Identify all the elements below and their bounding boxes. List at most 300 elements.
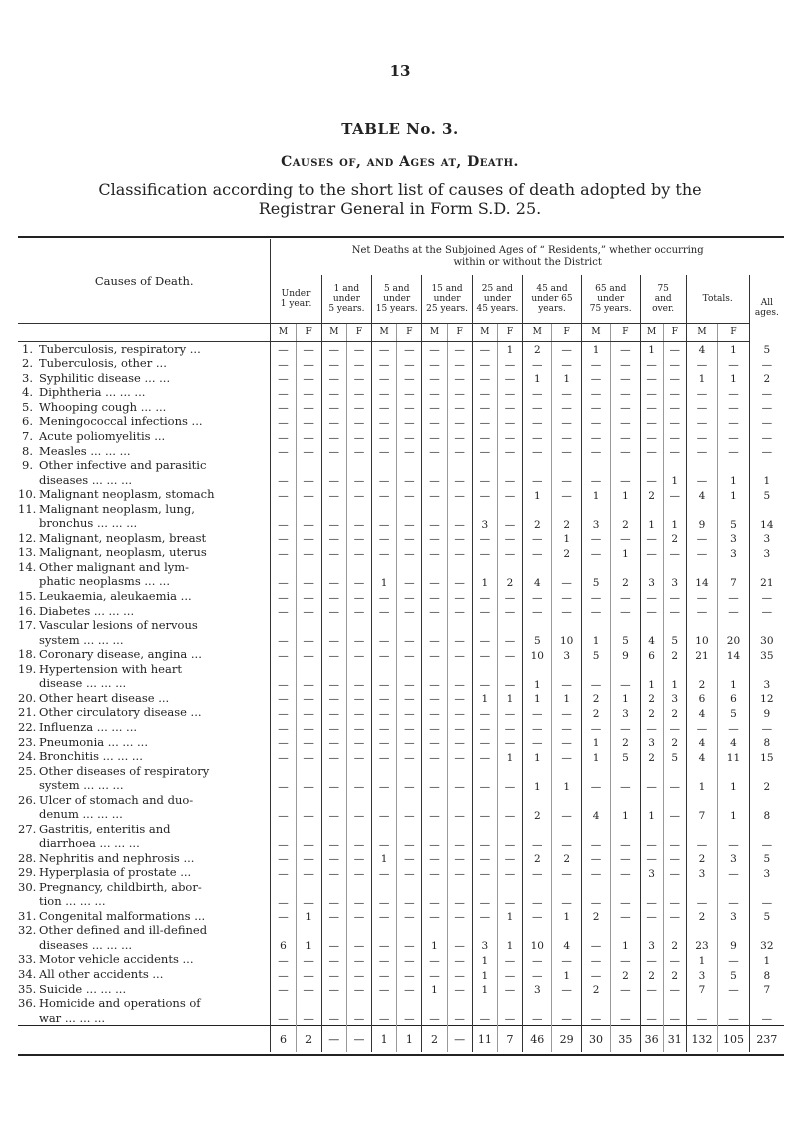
age-group-line: under 65: [531, 293, 573, 304]
all-ages-value: 8: [749, 793, 784, 822]
cause-label: [39, 356, 271, 371]
all-ages-value: 2: [749, 371, 784, 386]
male-count: —: [372, 429, 397, 444]
male-count: 1: [422, 982, 447, 997]
male-count: —: [372, 458, 397, 487]
all-ages-value: —: [749, 429, 784, 444]
cause-label-line: Other defined and ill-defined: [38, 923, 208, 938]
row-number: 8.: [22, 443, 33, 458]
female-count: —: [296, 764, 321, 793]
female-count: —: [447, 952, 472, 967]
female-count: —: [397, 822, 422, 851]
female-count: 1: [611, 923, 640, 952]
female-count: 2: [552, 545, 581, 560]
classification-line-1: Classification according to the short list of causes of death adopted by the: [98, 180, 702, 199]
cause-label-line: Diabetes ... ... ...: [38, 603, 135, 618]
cause-label-line: Gastritis, enteritis and: [38, 821, 171, 836]
female-count: —: [497, 851, 522, 866]
male-count: —: [640, 356, 663, 371]
male-count: —: [321, 909, 346, 924]
table-title: TABLE No. 3.: [341, 120, 459, 138]
female-column-header: F: [397, 323, 422, 341]
male-count: 1: [581, 487, 610, 502]
cause-label: [39, 851, 271, 866]
male-count: —: [271, 560, 296, 589]
all-ages-value: —: [749, 589, 784, 604]
cause-label-line: Other circulatory disease ...: [38, 705, 202, 720]
female-count: —: [447, 647, 472, 662]
female-count: —: [397, 589, 422, 604]
male-count: —: [422, 909, 447, 924]
female-count: —: [296, 618, 321, 647]
all-ages-value: 15: [749, 749, 784, 764]
female-count: 9: [718, 923, 749, 952]
male-count: 10: [523, 647, 552, 662]
cause-label-line: Other diseases of respiratory: [38, 763, 210, 778]
age-group-line: 75: [657, 283, 669, 294]
all-ages-value: 14: [749, 502, 784, 531]
female-column-header: F: [296, 323, 321, 341]
row-number: 22.: [18, 719, 37, 734]
female-count: 14: [718, 647, 749, 662]
cause-label: [39, 822, 271, 851]
male-count: —: [372, 341, 397, 356]
male-count: —: [422, 952, 447, 967]
female-count: 1: [663, 502, 686, 531]
table-row: [18, 982, 784, 997]
cause-label-line: Malignant, neoplasm, breast: [38, 530, 207, 545]
female-count: —: [346, 385, 371, 400]
female-count: —: [447, 749, 472, 764]
cause-label-line: Hypertension with heart: [38, 661, 182, 676]
male-count: 1: [372, 851, 397, 866]
female-count: —: [397, 996, 422, 1026]
male-count: —: [422, 691, 447, 706]
cause-label-line: Motor vehicle accidents ...: [38, 952, 194, 967]
female-count: —: [497, 429, 522, 444]
row-number: 25.: [18, 763, 37, 778]
male-count: —: [321, 604, 346, 619]
male-count: —: [472, 385, 497, 400]
female-count: —: [611, 589, 640, 604]
male-count: —: [321, 982, 346, 997]
female-count: —: [447, 764, 472, 793]
female-count: —: [497, 967, 522, 982]
female-count: —: [397, 545, 422, 560]
male-count: 1: [372, 560, 397, 589]
male-count: —: [271, 909, 296, 924]
male-count: 5: [581, 560, 610, 589]
male-count: —: [640, 458, 663, 487]
male-count: —: [472, 822, 497, 851]
female-count: —: [611, 400, 640, 415]
cause-label: [39, 909, 271, 924]
female-count: —: [346, 647, 371, 662]
age-group-line: under: [597, 293, 625, 304]
male-count: —: [372, 793, 397, 822]
female-count: —: [497, 458, 522, 487]
female-count: 2: [611, 502, 640, 531]
female-count: —: [611, 822, 640, 851]
female-count: —: [447, 1026, 472, 1053]
male-count: —: [472, 880, 497, 909]
female-count: —: [397, 662, 422, 691]
cause-label: [39, 560, 271, 589]
female-column-header: F: [497, 323, 522, 341]
female-count: —: [497, 371, 522, 386]
male-count: —: [523, 414, 552, 429]
female-count: —: [346, 618, 371, 647]
female-count: —: [663, 385, 686, 400]
cause-label-line: Influenza ... ... ...: [38, 719, 138, 734]
male-count: —: [640, 429, 663, 444]
male-count: —: [581, 720, 610, 735]
female-count: —: [552, 952, 581, 967]
cause-label-line: Homicide and operations of: [38, 996, 201, 1011]
female-column-header: F: [663, 323, 686, 341]
female-count: —: [497, 720, 522, 735]
male-count: —: [321, 793, 346, 822]
table-row: [18, 429, 784, 444]
age-group-line: 75 years.: [589, 303, 632, 314]
male-count: —: [523, 880, 552, 909]
cause-label-line: phatic neoplasms ... ...: [38, 574, 170, 589]
age-group-line: 45 years.: [476, 303, 519, 314]
male-count: 2: [523, 502, 552, 531]
cause-label: [39, 545, 271, 560]
male-count: —: [686, 604, 717, 619]
cause-label: [39, 880, 271, 909]
male-count: —: [523, 444, 552, 459]
male-count: —: [523, 356, 552, 371]
male-count: —: [686, 429, 717, 444]
male-count: 2: [640, 967, 663, 982]
female-count: 3: [718, 909, 749, 924]
female-count: —: [397, 793, 422, 822]
cause-label-line: Acute poliomyelitis ...: [38, 428, 166, 443]
age-group-header: [422, 275, 472, 323]
female-count: —: [611, 458, 640, 487]
male-count: —: [372, 444, 397, 459]
female-count: —: [296, 967, 321, 982]
table-row: [18, 691, 784, 706]
female-count: —: [552, 560, 581, 589]
female-count: 5: [611, 749, 640, 764]
female-count: 1: [663, 458, 686, 487]
female-count: —: [447, 720, 472, 735]
female-count: —: [497, 385, 522, 400]
male-count: 1: [640, 662, 663, 691]
female-count: —: [718, 400, 749, 415]
male-count: —: [523, 589, 552, 604]
male-count: —: [271, 793, 296, 822]
male-count: —: [372, 400, 397, 415]
female-count: —: [497, 618, 522, 647]
table-row: [18, 604, 784, 619]
female-count: —: [663, 720, 686, 735]
all-ages-value: 8: [749, 967, 784, 982]
female-count: —: [397, 371, 422, 386]
female-count: —: [346, 822, 371, 851]
male-count: —: [271, 865, 296, 880]
male-count: 2: [640, 487, 663, 502]
male-count: 2: [686, 662, 717, 691]
age-group-line: Under: [281, 288, 311, 299]
causes-of-death-table: [18, 239, 784, 1052]
male-count: —: [271, 414, 296, 429]
male-count: 1: [472, 691, 497, 706]
female-count: —: [397, 735, 422, 750]
female-count: —: [447, 996, 472, 1026]
male-count: —: [372, 909, 397, 924]
female-count: 2: [663, 647, 686, 662]
male-count: 14: [686, 560, 717, 589]
male-count: —: [372, 996, 397, 1026]
male-count: —: [523, 531, 552, 546]
female-count: —: [497, 356, 522, 371]
female-count: —: [663, 487, 686, 502]
male-count: —: [372, 371, 397, 386]
table-row: [18, 385, 784, 400]
female-count: —: [397, 429, 422, 444]
male-column-header: M: [372, 323, 397, 341]
female-count: —: [552, 996, 581, 1026]
male-count: 3: [472, 502, 497, 531]
all-ages-value: —: [749, 444, 784, 459]
female-count: 1: [611, 545, 640, 560]
female-count: 1: [718, 764, 749, 793]
male-count: 1: [472, 967, 497, 982]
male-count: —: [271, 341, 296, 356]
table-row: [18, 414, 784, 429]
male-count: —: [422, 531, 447, 546]
male-count: —: [321, 822, 346, 851]
female-count: —: [718, 880, 749, 909]
row-number: 29.: [18, 865, 37, 880]
male-count: —: [321, 996, 346, 1026]
female-count: 9: [611, 647, 640, 662]
male-count: —: [271, 429, 296, 444]
female-count: —: [447, 545, 472, 560]
age-group-header: [372, 275, 422, 323]
age-group-line: under: [332, 293, 360, 304]
male-count: 3: [523, 982, 552, 997]
table-row: [18, 967, 784, 982]
male-count: 1: [686, 952, 717, 967]
female-count: 1: [718, 341, 749, 356]
male-count: —: [581, 458, 610, 487]
male-count: —: [523, 865, 552, 880]
female-count: —: [296, 385, 321, 400]
male-count: —: [271, 444, 296, 459]
page-number: 13: [389, 62, 411, 80]
male-count: —: [640, 414, 663, 429]
female-count: —: [552, 982, 581, 997]
female-count: —: [397, 414, 422, 429]
female-count: 10: [552, 618, 581, 647]
female-count: —: [447, 880, 472, 909]
male-count: —: [321, 749, 346, 764]
female-count: 4: [552, 923, 581, 952]
male-count: —: [321, 764, 346, 793]
female-count: —: [663, 356, 686, 371]
male-count: —: [422, 589, 447, 604]
female-count: —: [663, 341, 686, 356]
male-count: —: [472, 720, 497, 735]
female-count: 31: [663, 1026, 686, 1053]
male-count: —: [523, 996, 552, 1026]
female-count: 1: [718, 487, 749, 502]
male-count: —: [271, 720, 296, 735]
male-count: —: [271, 487, 296, 502]
age-group-line: 5 years.: [328, 303, 365, 314]
table-row: [18, 502, 784, 531]
cause-label: [39, 952, 271, 967]
female-count: 3: [718, 545, 749, 560]
female-count: —: [663, 822, 686, 851]
female-count: —: [552, 356, 581, 371]
male-count: —: [422, 705, 447, 720]
male-count: —: [581, 952, 610, 967]
male-count: —: [686, 996, 717, 1026]
male-count: —: [372, 822, 397, 851]
female-count: 3: [663, 560, 686, 589]
cause-label: [39, 429, 271, 444]
row-number: 5.: [22, 399, 33, 414]
age-group-header: [640, 275, 686, 323]
male-count: —: [686, 414, 717, 429]
female-count: —: [447, 982, 472, 997]
cause-label-line: Tuberculosis, respiratory ...: [38, 341, 201, 356]
male-count: 1: [640, 341, 663, 356]
female-count: —: [296, 952, 321, 967]
male-count: —: [321, 952, 346, 967]
female-count: 2: [663, 967, 686, 982]
male-count: —: [372, 531, 397, 546]
male-count: —: [372, 414, 397, 429]
row-number: 6.: [22, 414, 33, 429]
male-count: —: [271, 982, 296, 997]
male-count: —: [686, 545, 717, 560]
female-count: 2: [611, 735, 640, 750]
cause-label: [39, 414, 271, 429]
female-count: —: [718, 385, 749, 400]
male-count: —: [640, 952, 663, 967]
female-count: 29: [552, 1026, 581, 1053]
table-row: [18, 880, 784, 909]
male-count: —: [422, 400, 447, 415]
cause-label: [39, 618, 271, 647]
male-count: —: [271, 822, 296, 851]
table-row: [18, 589, 784, 604]
female-count: —: [397, 444, 422, 459]
male-count: 4: [686, 749, 717, 764]
male-count: —: [640, 909, 663, 924]
female-count: —: [346, 764, 371, 793]
male-count: —: [581, 356, 610, 371]
male-count: —: [686, 385, 717, 400]
male-count: —: [321, 967, 346, 982]
female-count: —: [552, 400, 581, 415]
cause-label-line: Meningococcal infections ...: [38, 414, 203, 429]
female-count: —: [397, 356, 422, 371]
female-count: —: [552, 749, 581, 764]
age-group-header: [472, 275, 522, 323]
female-count: —: [663, 952, 686, 967]
male-count: 6: [271, 923, 296, 952]
age-group-header: [523, 275, 582, 323]
female-count: —: [497, 735, 522, 750]
female-count: —: [346, 851, 371, 866]
female-count: 3: [663, 691, 686, 706]
female-count: —: [397, 923, 422, 952]
male-count: —: [422, 356, 447, 371]
female-count: —: [296, 647, 321, 662]
male-count: —: [321, 851, 346, 866]
cause-label-line: Coronary disease, angina ...: [38, 647, 202, 662]
male-count: 21: [686, 647, 717, 662]
female-count: —: [346, 531, 371, 546]
all-ages-value: 8: [749, 735, 784, 750]
male-count: 2: [581, 982, 610, 997]
male-count: —: [472, 414, 497, 429]
age-group-line: Totals.: [702, 293, 733, 304]
male-count: 1: [581, 341, 610, 356]
female-count: —: [346, 444, 371, 459]
female-count: —: [497, 604, 522, 619]
male-count: —: [271, 545, 296, 560]
male-count: —: [422, 822, 447, 851]
table-row: [18, 923, 784, 952]
male-count: —: [523, 705, 552, 720]
cause-label-line: Other malignant and lym-: [38, 559, 190, 574]
male-count: 3: [581, 502, 610, 531]
male-column-header: M: [581, 323, 610, 341]
female-count: —: [447, 604, 472, 619]
table-subtitle: Causes of, and Ages at, Death.: [281, 154, 519, 170]
female-count: —: [346, 414, 371, 429]
row-number: 21.: [18, 705, 37, 720]
female-count: —: [296, 356, 321, 371]
cause-label-line: Other heart disease ...: [38, 690, 170, 705]
all-ages-value: 21: [749, 560, 784, 589]
age-group-line: over.: [652, 303, 675, 314]
male-count: —: [321, 458, 346, 487]
female-count: —: [346, 735, 371, 750]
row-number: 20.: [18, 690, 37, 705]
table-row: [18, 341, 784, 356]
male-count: —: [422, 880, 447, 909]
cause-label-line: Vascular lesions of nervous: [38, 618, 198, 633]
female-count: —: [296, 604, 321, 619]
male-count: —: [686, 822, 717, 851]
male-count: 4: [640, 618, 663, 647]
female-count: 1: [718, 793, 749, 822]
male-count: 2: [581, 705, 610, 720]
cause-label: [39, 662, 271, 691]
all-ages-value: —: [749, 385, 784, 400]
male-count: —: [321, 414, 346, 429]
female-count: 1: [718, 371, 749, 386]
table-row: [18, 996, 784, 1026]
male-count: —: [321, 923, 346, 952]
female-count: —: [296, 982, 321, 997]
table-row: [18, 487, 784, 502]
table-row: [18, 458, 784, 487]
cause-label: [39, 458, 271, 487]
male-count: —: [472, 793, 497, 822]
male-count: —: [640, 880, 663, 909]
